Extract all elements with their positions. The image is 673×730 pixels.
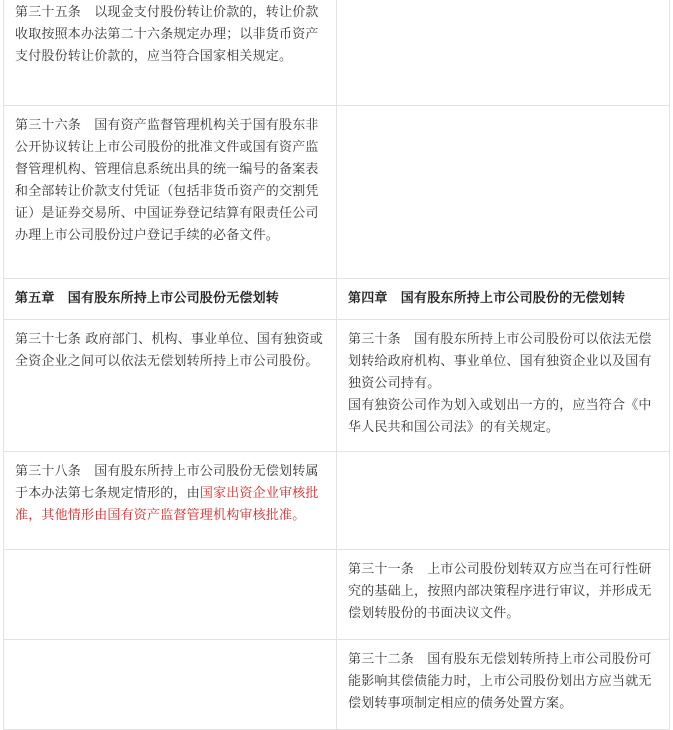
left-cell [4,452,337,550]
article-text: 第三十七条 政府部门、机构、事业单位、国有独资或全资企业之间可以依法无偿划转所持上市公司股份。 [15,332,323,369]
right-cell [337,640,670,730]
left-cell [4,0,337,106]
left-cell [4,550,337,640]
article-text: 第三十条 国有股东所持上市公司股份可以依法无偿划转给政府机构、事业单位、国有独资企业以及国有独资公司持有。 [348,332,652,391]
article-text: 第三十一条 上市公司股份划转双方应当在可行性研究的基础上，按照内部决策程序进行审议，并形成无偿划转股份的书面决议文件。 [348,562,652,621]
right-cell [337,0,670,106]
left-cell [4,106,337,279]
article-text: 第三十二条 国有股东无偿划转所持上市公司股份可能影响其偿债能力时，上市公司股份划出方应当就无偿划转事项制定相应的债务处置方案。 [348,652,652,711]
right-cell [337,106,670,279]
comparison-table [3,0,670,730]
chapter-heading: 第五章 国有股东所持上市公司股份无偿划转 [15,291,280,306]
table-row [4,640,670,730]
chapter-heading-right [337,279,670,320]
table-row [4,550,670,640]
table-row [4,452,670,550]
article-text: 第三十五条 以现金支付股份转让价款的，转让价款收取按照本办法第二十六条规定办理；以非货币资产支付股份转让价款的，应当符合国家相关规定。 [15,5,319,64]
right-cell [337,452,670,550]
highlighted-text: 国家出资企业审核批准，其他情形由国有资产监督管理机构审核批准。 [15,486,319,523]
table-row [4,320,670,452]
table-row [4,106,670,279]
chapter-heading-left [4,279,337,320]
right-cell [337,320,670,452]
right-cell [337,550,670,640]
table-row [4,279,670,320]
left-cell [4,640,337,730]
article-text: 第三十八条 国有股东所持上市公司股份无偿划转属于本办法第七条规定情形的，由 [15,464,319,501]
article-text: 第三十六条 国有资产监督管理机构关于国有股东非公开协议转让上市公司股份的批准文件或国有资产监督管理机构、管理信息系统出具的统一编号的备案表和全部转让价款支付凭证（包括非货币资产的交割凭证）是证券交易所、中国证券登记结算有限责任公司办理上市公司股份过户登记手续的必备文件。 [15,118,319,243]
article-text: 国有独资公司作为划入或划出一方的，应当符合《中华人民共和国公司法》的有关规定。 [348,398,652,435]
chapter-heading: 第四章 国有股东所持上市公司股份的无偿划转 [348,291,626,306]
table-row [4,0,670,106]
left-cell [4,320,337,452]
